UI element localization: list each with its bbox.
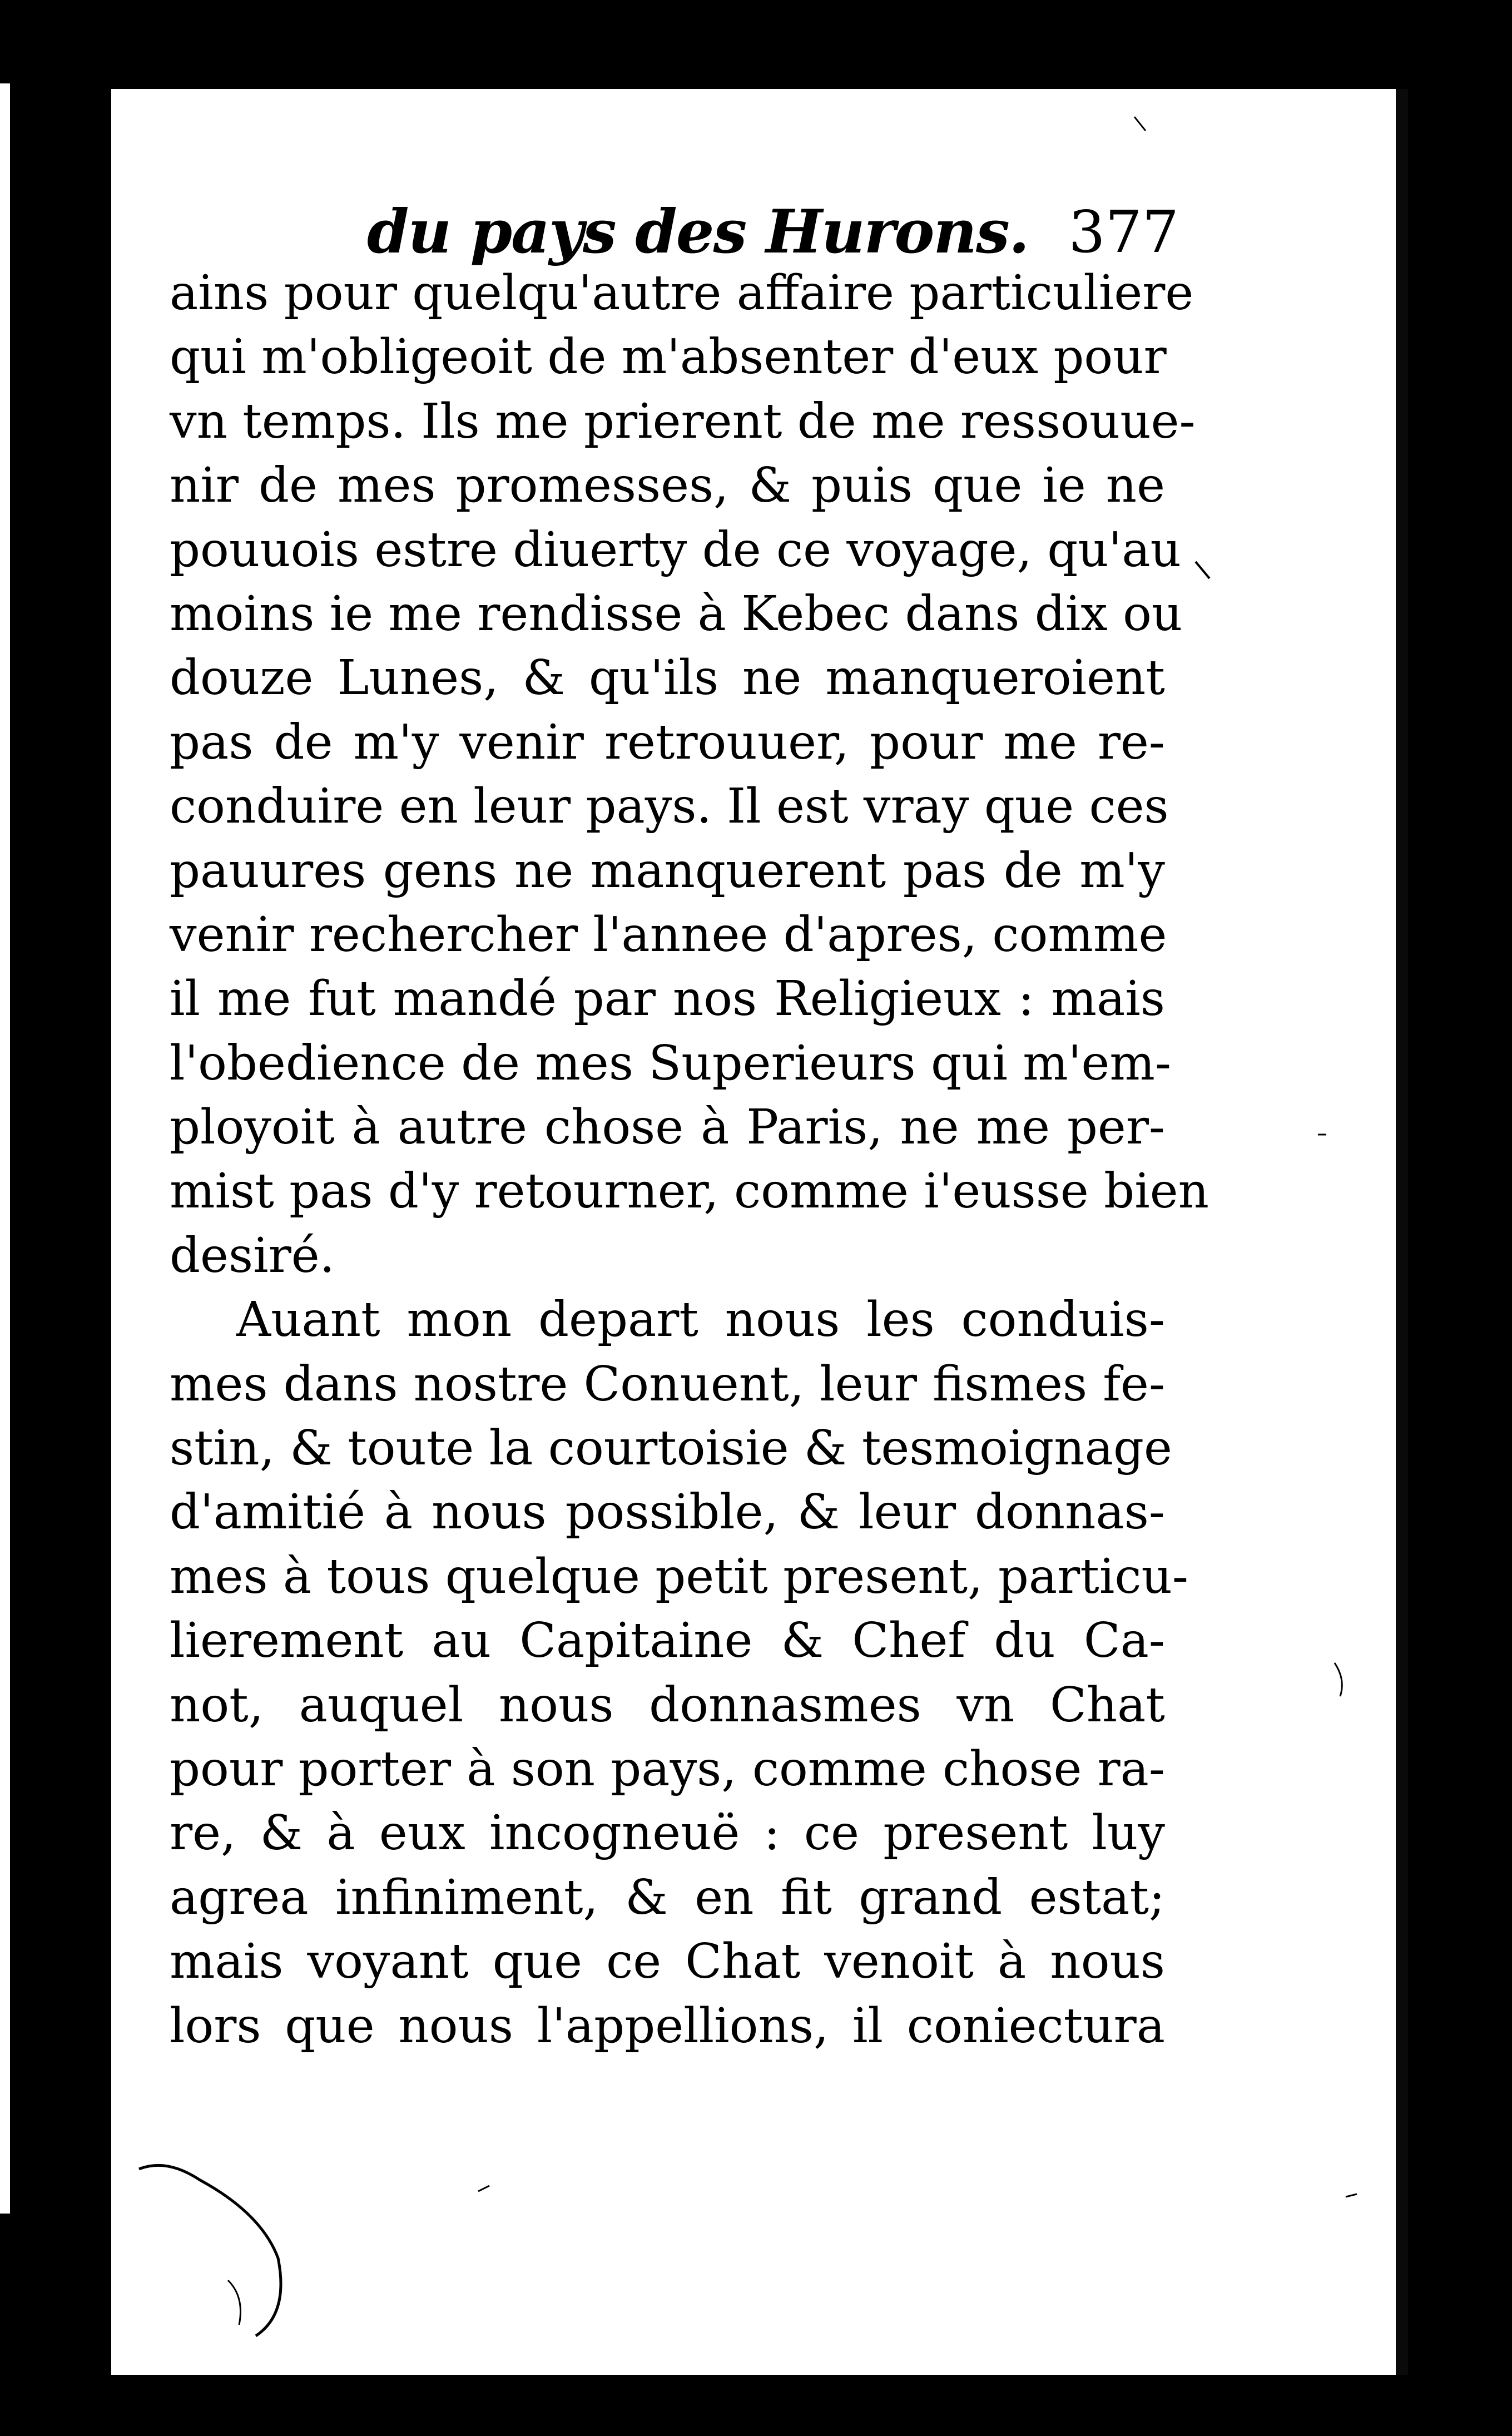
text-line: ployoit à autre chose à Paris, ne me per- [170,1100,1165,1156]
text-line: pouuois estre diuerty de ce voyage, qu'au [170,522,1181,578]
text-line: mes à tous quelque petit present, particu- [170,1548,1188,1605]
text-line-paragraph-start: Auant mon depart nous les conduis- [236,1292,1165,1348]
text-line: pas de m'y venir retrouuer, pour me re- [170,714,1165,770]
body-text [170,261,1209,2058]
text-line: nir de mes promesses, & puis que ie ne [170,458,1165,514]
text-line: moins ie me rendisse à Kebec dans dix ou [170,586,1183,642]
text-line: conduire en leur pays. Il est vray que ces [170,779,1169,835]
text-line: lors que nous l'appellions, il coniectura [170,1998,1165,2054]
text-line: douze Lunes, & qu'ils ne manqueroient [170,650,1165,706]
text-line-paragraph-end: desiré. [170,1227,335,1284]
text-line: l'obedience de mes Superieurs qui m'em- [170,1035,1172,1091]
text-line: d'amitié à nous possible, & leur donnas- [170,1484,1165,1541]
text-line: mes dans nostre Conuent, leur fismes fe- [170,1356,1165,1412]
page-edge-left [0,83,10,2214]
running-title: du pays des Hurons. [367,197,1029,267]
text-line: re, & à eux incogneuë : ce present luy [170,1805,1165,1861]
text-line: vn temps. Ils me prierent de me ressouue- [170,393,1196,449]
text-line: il me fut mandé par nos Religieux : mais [170,971,1165,1027]
page-number: 377 [1068,198,1179,266]
text-line: venir rechercher l'annee d'apres, comme [170,907,1167,963]
text-line: not, auquel nous donnasmes vn Chat [170,1677,1165,1733]
text-line: stin, & toute la courtoisie & tesmoignage [170,1420,1172,1477]
text-line: pauures gens ne manquerent pas de m'y [170,843,1165,899]
text-line: mist pas d'y retourner, comme i'eusse bien [170,1163,1209,1220]
text-line: pour porter à son pays, comme chose ra- [170,1741,1165,1797]
text-line: ains pour quelqu'autre affaire particuliere [170,265,1194,321]
text-line: mais voyant que ce Chat venoit à nous [170,1934,1165,1990]
text-line: agrea infiniment, & en fit grand estat; [170,1869,1165,1925]
text-line: qui m'obligeoit de m'absenter d'eux pour [170,329,1167,385]
text-line: lierement au Capitaine & Chef du Ca- [170,1613,1165,1669]
